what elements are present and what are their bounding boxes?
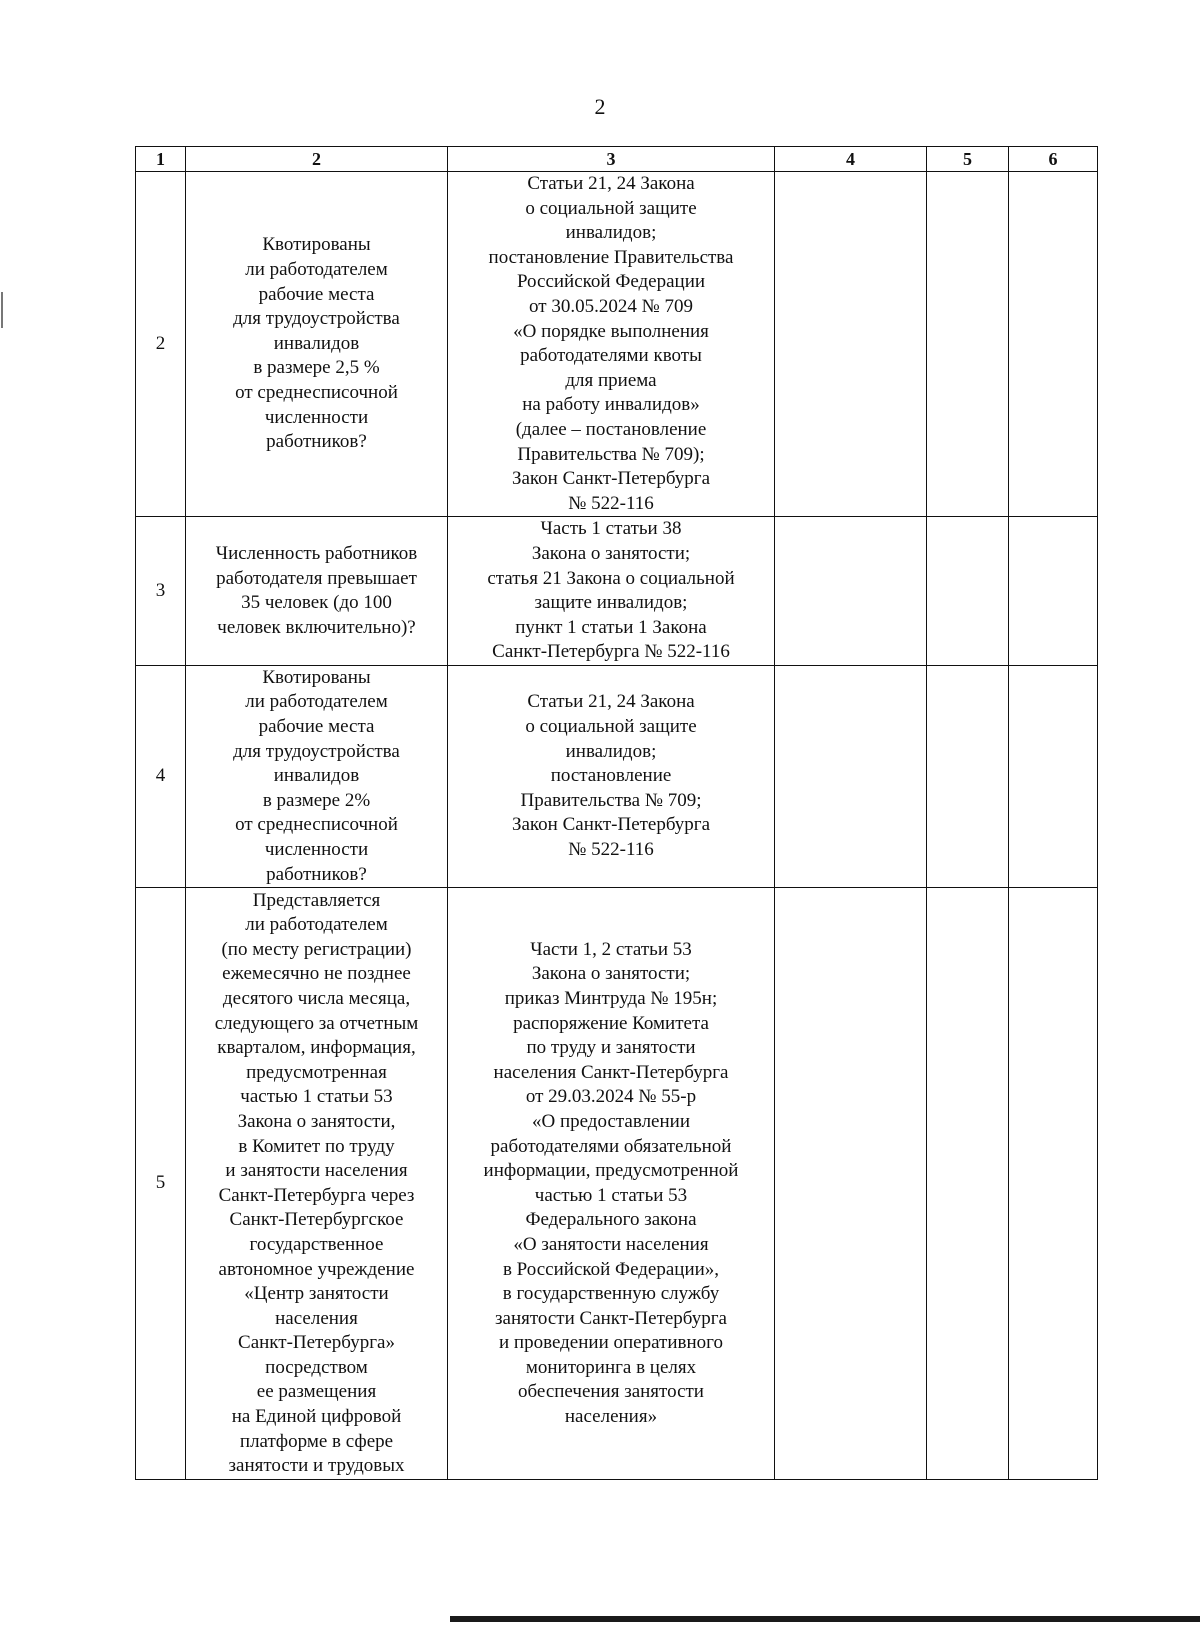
table-row [136,665,1098,887]
col6-cell [1009,665,1098,887]
legal-basis-cell: Статьи 21, 24 Закона о социальной защите инвалидов; постановление Правительства Российской Федерации от 30.05.2024 № 709 «О порядке выполнения работодателями квоты для приема на работу инвалидов» (далее – постановление Правительства № 709); Закон Санкт-Петербурга № 522-116 [448,172,775,517]
legal-basis-cell: Части 1, 2 статьи 53 Закона о занятости; приказ Минтруда № 195н; распоряжение Комитета по труду и занятости населения Санкт-Петербурга от 29.03.2024 № 55-р «О предоставлении работодателями обязательной информации, предусмотренной частью 1 статьи 53 Федерального закона «О занятости населения в Российской Федерации», в государственную службу занятости Санкт-Петербурга и проведении оперативного мониторинга в целях обеспечения занятости населения» [448,888,775,1480]
col4-cell [775,888,927,1480]
table-row [136,517,1098,666]
question-cell: Представляется ли работодателем (по месту регистрации) ежемесячно не позднее десятого числа месяца, следующего за отчетным кварталом, информация, предусмотренная частью 1 статьи 53 Закона о занятости, в Комитет по труду и занятости населения Санкт-Петербурга через Санкт-Петербургское государственное автономное учреждение «Центр занятости населения Санкт-Петербурга» посредством ее размещения на Единой цифровой платформе в сфере занятости и трудовых [186,888,448,1480]
col5-cell [927,172,1009,517]
col4-cell [775,172,927,517]
page-number: 2 [594,94,606,119]
header-col-3: 3 [448,147,775,172]
header-col-4: 4 [775,147,927,172]
col5-cell [927,665,1009,887]
scan-margin-mark [1,292,3,328]
col4-cell [775,665,927,887]
col5-cell [927,888,1009,1480]
header-col-6: 6 [1009,147,1098,172]
col6-cell [1009,517,1098,666]
row-number: 4 [136,665,186,887]
col5-cell [927,517,1009,666]
scan-bottom-edge [450,1616,1200,1622]
row-number: 2 [136,172,186,517]
legal-basis-cell: Статьи 21, 24 Закона о социальной защите инвалидов; постановление Правительства № 709; Закон Санкт-Петербурга № 522-116 [448,665,775,887]
header-row [136,147,1098,172]
checklist-table [135,146,1098,1480]
header-col-2: 2 [186,147,448,172]
question-cell: Численность работников работодателя превышает 35 человек (до 100 человек включительно)? [186,517,448,666]
row-number: 3 [136,517,186,666]
col4-cell [775,517,927,666]
header-col-1: 1 [136,147,186,172]
legal-basis-cell: Часть 1 статьи 38 Закона о занятости; статья 21 Закона о социальной защите инвалидов; пункт 1 статьи 1 Закона Санкт-Петербурга № 522-116 [448,517,775,666]
header-col-5: 5 [927,147,1009,172]
question-cell: Квотированы ли работодателем рабочие места для трудоустройства инвалидов в размере 2% от среднесписочной численности работников? [186,665,448,887]
table-row [136,888,1098,1480]
col6-cell [1009,172,1098,517]
col6-cell [1009,888,1098,1480]
table-row [136,172,1098,517]
question-cell: Квотированы ли работодателем рабочие места для трудоустройства инвалидов в размере 2,5 % от среднесписочной численности работников? [186,172,448,517]
row-number: 5 [136,888,186,1480]
